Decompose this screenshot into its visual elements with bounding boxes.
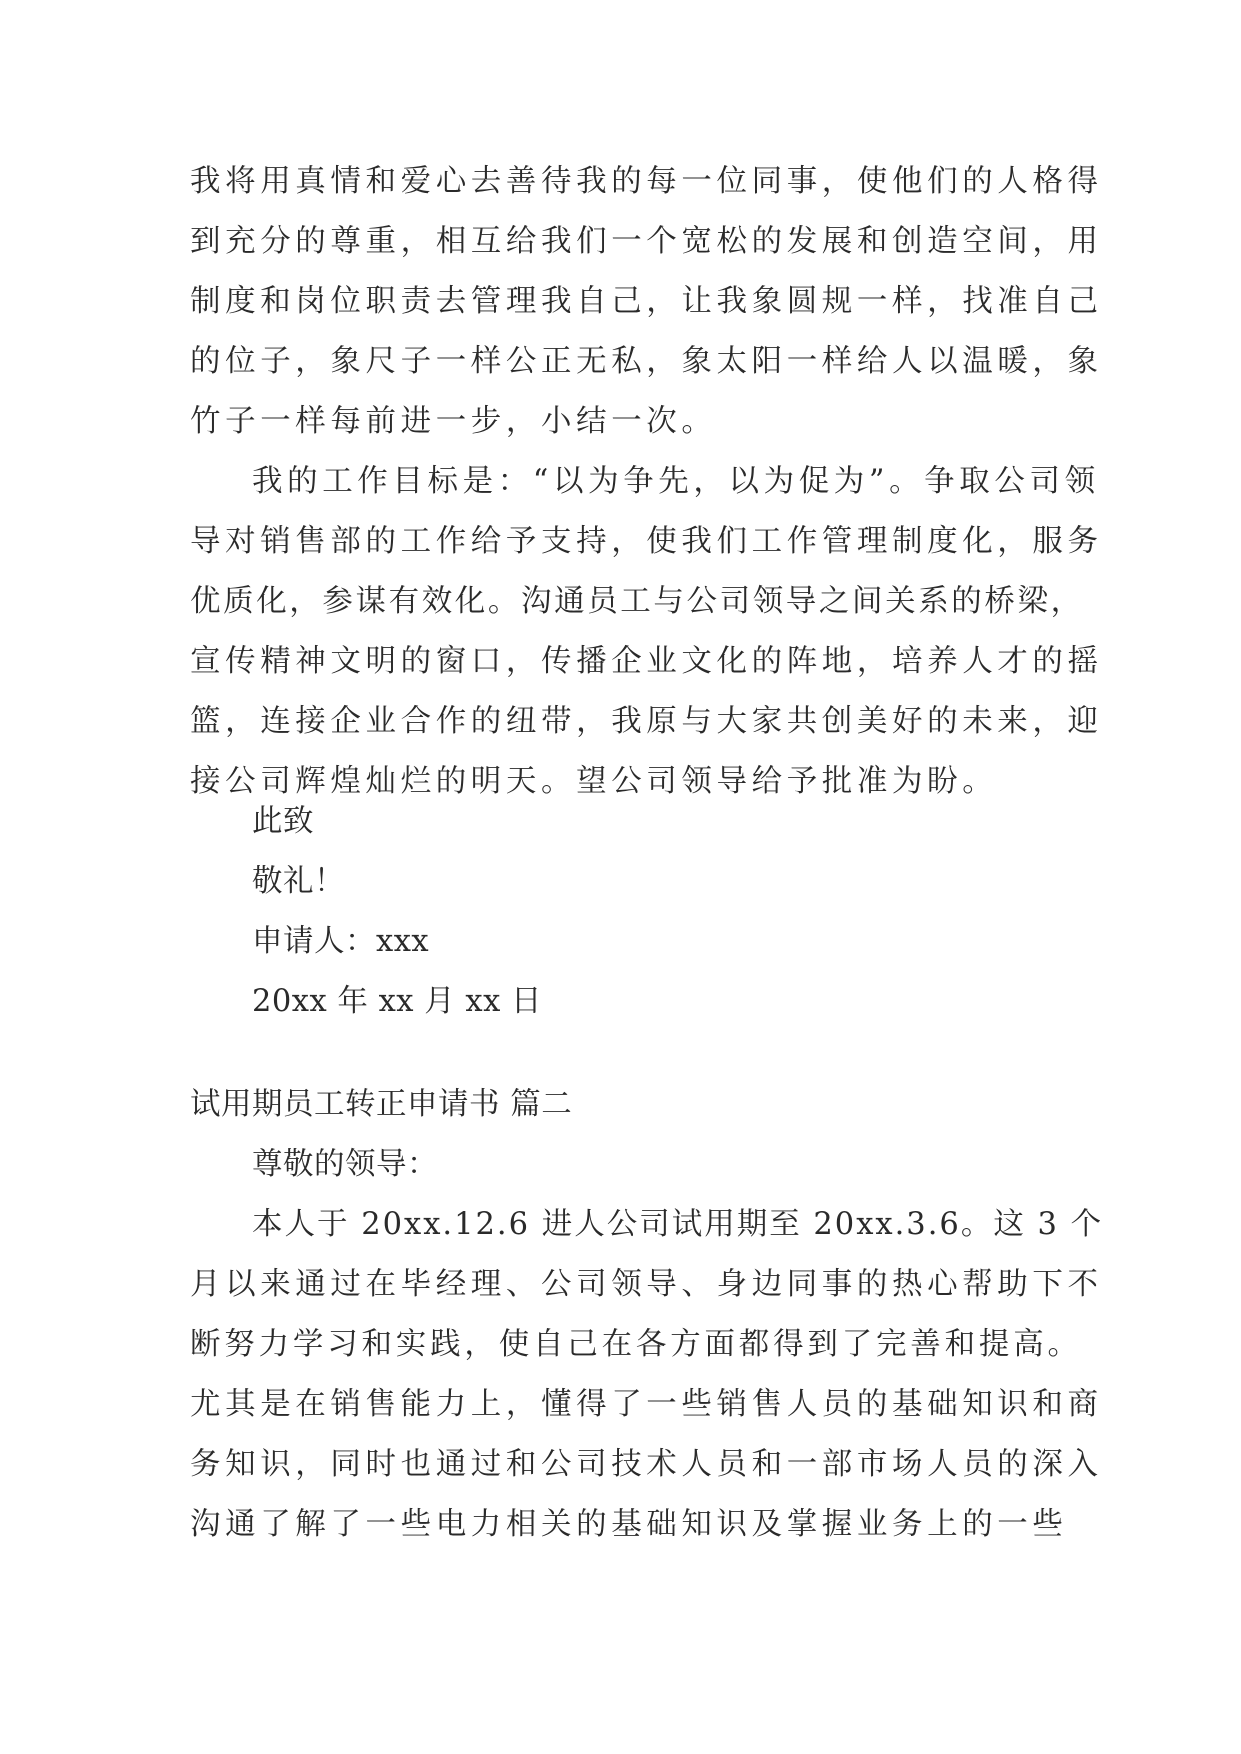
greeting: 尊敬的领导： <box>252 1147 438 1182</box>
body-text-line: 月以来通过在毕经理、公司领导、身边同事的热心帮助下不 <box>190 1267 1103 1302</box>
body-text-line: 我的工作目标是：“以为争先，以为促为”。争取公司领 <box>252 464 1100 499</box>
body-text-line: 制度和岗位职责去管理我自己，让我象圆规一样，找准自己 <box>190 284 1103 319</box>
body-text-line: 本人于 20xx.12.6 进人公司试用期至 20xx.3.6。这 3 个 <box>252 1207 1104 1242</box>
body-text-line: 沟通了解了一些电力相关的基础知识及掌握业务上的一些 <box>190 1507 1068 1542</box>
body-text-line: 尤其是在销售能力上，懂得了一些销售人员的基础知识和商 <box>190 1387 1103 1422</box>
applicant-line: 申请人：xxx <box>252 924 430 959</box>
body-text-line: 优质化，参谋有效化。沟通员工与公司领导之间关系的桥梁， <box>190 584 1084 619</box>
date-line: 20xx 年 xx 月 xx 日 <box>252 984 542 1019</box>
body-text-line: 篮，连接企业合作的纽带，我原与大家共创美好的未来，迎 <box>190 704 1103 739</box>
body-text-line: 的位子，象尺子一样公正无私，象太阳一样给人以温暖，象 <box>190 344 1103 379</box>
section-title: 试用期员工转正申请书 篇二 <box>190 1087 573 1122</box>
body-text-line: 导对销售部的工作给予支持，使我们工作管理制度化，服务 <box>190 524 1103 559</box>
body-text-line: 我将用真情和爱心去善待我的每一位同事，使他们的人格得 <box>190 164 1103 199</box>
body-text-line: 断努力学习和实践，使自己在各方面都得到了完善和提高。 <box>190 1327 1082 1362</box>
body-text-line: 到充分的尊重，相互给我们一个宽松的发展和创造空间，用 <box>190 224 1103 259</box>
body-text-line: 务知识，同时也通过和公司技术人员和一部市场人员的深入 <box>190 1447 1103 1482</box>
body-text-line: 竹子一样每前进一步，小结一次。 <box>190 404 717 439</box>
salutation: 敬礼！ <box>252 864 345 899</box>
body-text-line: 宣传精神文明的窗口，传播企业文化的阵地，培养人才的摇 <box>190 644 1103 679</box>
salutation: 此致 <box>252 804 314 839</box>
body-text-line: 接公司辉煌灿烂的明天。望公司领导给予批准为盼。 <box>190 764 998 799</box>
